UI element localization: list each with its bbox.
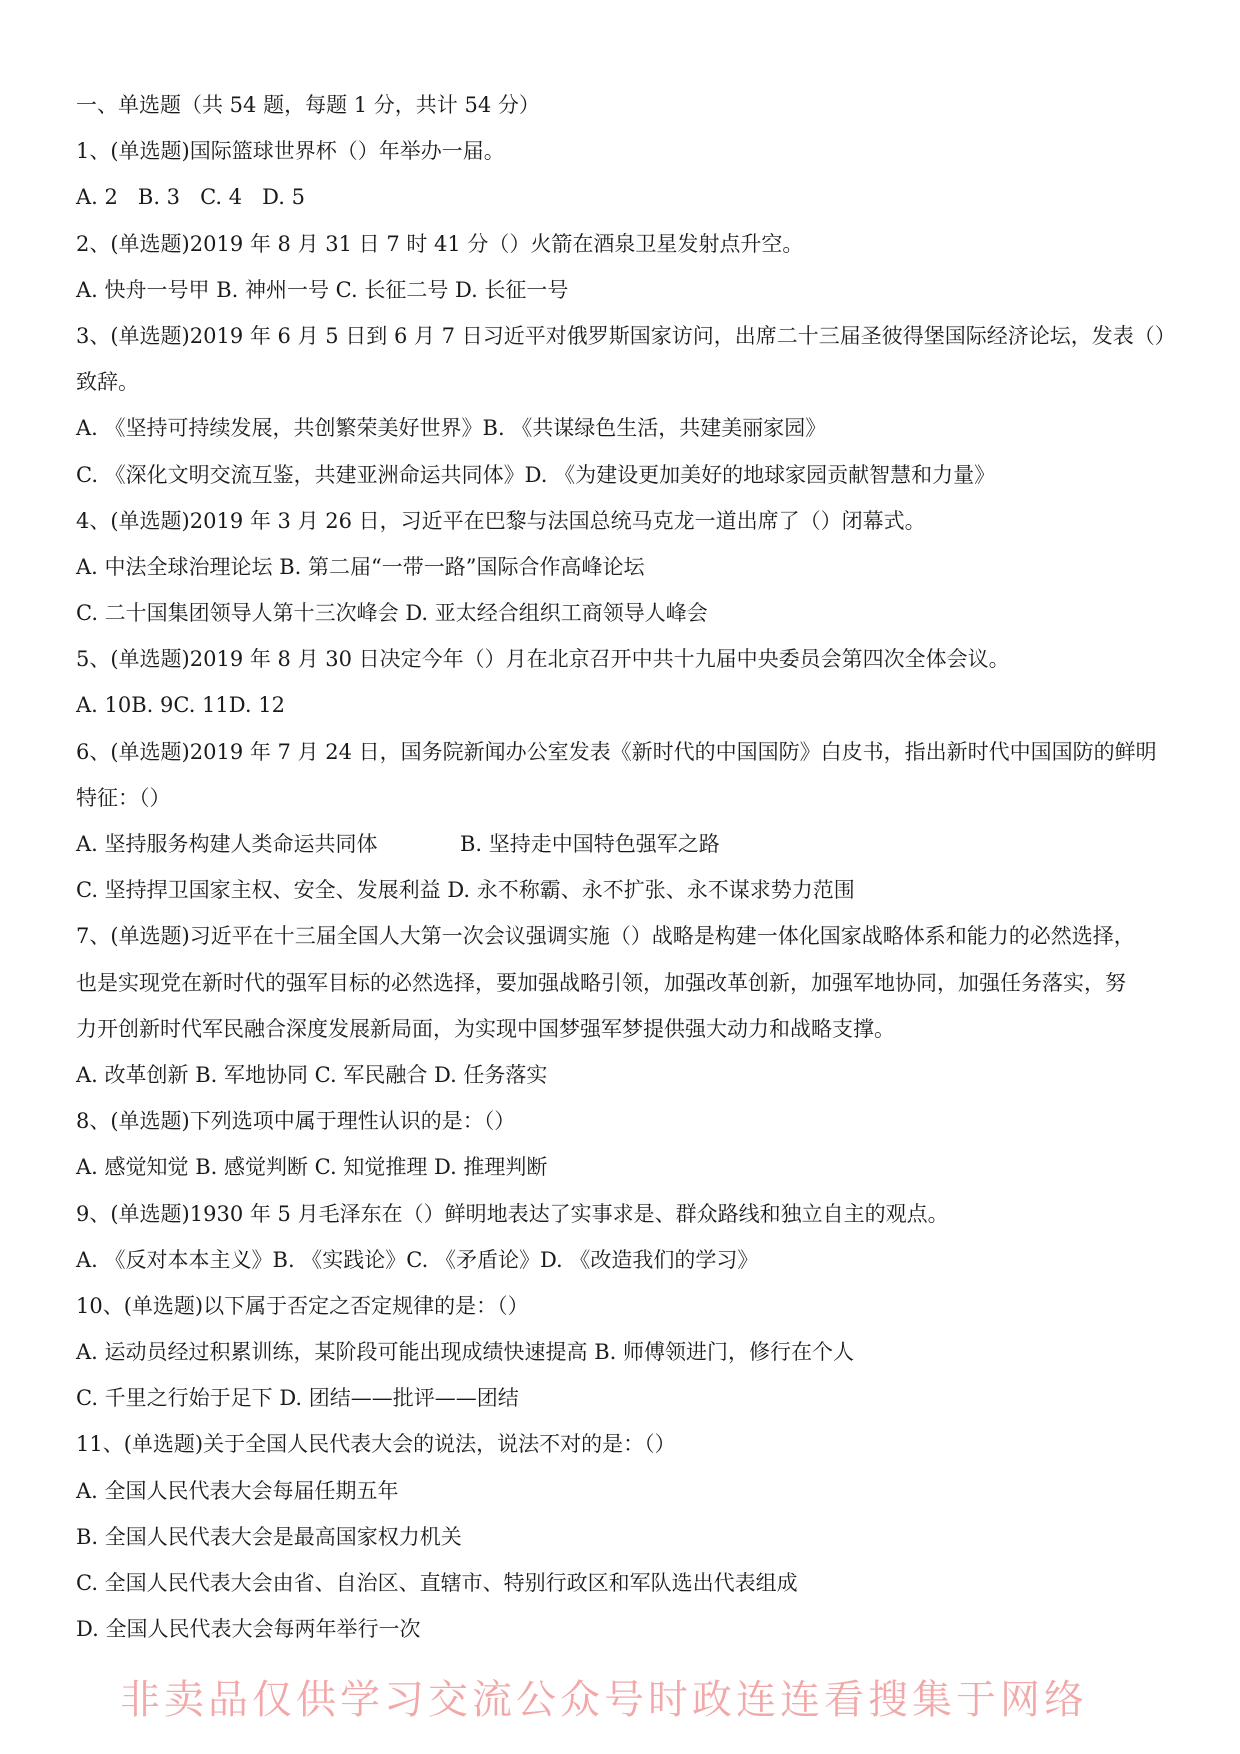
text-line (76, 359, 1220, 405)
text-line (76, 1098, 1220, 1144)
text-line (76, 174, 1220, 220)
exam-document (76, 82, 1220, 1652)
line-text: 2、(单选题)2019 年 8 月 31 日 7 时 41 分（）火箭在酒泉卫星发射点升空。 (76, 231, 804, 256)
line-text: 9、(单选题)1930 年 5 月毛泽东在（）鲜明地表达了实事求是、群众路线和独立自主的观点。 (76, 1201, 949, 1226)
line-text: A. 《反对本本主义》B. 《实践论》C. 《矛盾论》D. 《改造我们的学习》 (76, 1247, 759, 1272)
text-line (76, 405, 1220, 451)
text-line (76, 544, 1220, 590)
line-text: 4、(单选题)2019 年 3 月 26 日，习近平在巴黎与法国总统马克龙一道出席了（）闭幕式。 (76, 508, 926, 533)
line-text: 力开创新时代军民融合深度发展新局面，为实现中国梦强军梦提供强大动力和战略支撑。 (76, 1016, 895, 1041)
line-text: A. 运动员经过积累训练，某阶段可能出现成绩快速提高 B. 师傅领进门，修行在个人 (76, 1340, 854, 1365)
line-text: A. 快舟一号甲 B. 神州一号 C. 长征二号 D. 长征一号 (76, 277, 569, 302)
text-line (76, 267, 1220, 313)
text-line (76, 1052, 1220, 1098)
text-line (76, 775, 1220, 821)
text-line (76, 960, 1220, 1006)
text-line (76, 821, 1220, 867)
line-text: C. 坚持捍卫国家主权、安全、发展利益 D. 永不称霸、永不扩张、永不谋求势力范围 (76, 878, 855, 903)
text-line (76, 1421, 1220, 1467)
text-line (76, 1329, 1220, 1375)
line-text: 3、(单选题)2019 年 6 月 5 日到 6 月 7 日习近平对俄罗斯国家访问，出席二十三届圣彼得堡国际经济论坛，发表（） (76, 323, 1176, 348)
line-text: 5、(单选题)2019 年 8 月 30 日决定今年（）月在北京召开中共十九届中央委员会第四次全体会议。 (76, 647, 1010, 672)
line-text: A. 全国人民代表大会每届任期五年 (76, 1478, 399, 1503)
line-text: 致辞。 (76, 370, 139, 395)
text-line (76, 221, 1220, 267)
line-text: A. 中法全球治理论坛 B. 第二届“一带一路”国际合作高峰论坛 (76, 554, 645, 579)
line-text: A. 感觉知觉 B. 感觉判断 C. 知觉推理 D. 推理判断 (76, 1155, 548, 1180)
text-line (76, 729, 1220, 775)
text-line (76, 867, 1220, 913)
watermark: 非卖品仅供学习交流公众号时政连连看搜集于网络 (120, 1677, 1088, 1723)
option-b-text: B. 坚持走中国特色强军之路 (460, 832, 720, 856)
line-text: C. 二十国集团领导人第十三次峰会 D. 亚太经合组织工商领导人峰会 (76, 601, 708, 626)
line-text: 7、(单选题)习近平在十三届全国人大第一次会议强调实施（）战略是构建一体化国家战略体系和能力的必然选择， (76, 924, 1135, 949)
text-line (76, 1144, 1220, 1190)
line-text: B. 全国人民代表大会是最高国家权力机关 (76, 1524, 462, 1549)
line-text: D. 全国人民代表大会每两年举行一次 (76, 1617, 421, 1642)
line-text: C. 《深化文明交流互鉴，共建亚洲命运共同体》D. 《为建设更加美好的地球家园贡献智慧和力量》 (76, 462, 996, 487)
text-line (76, 82, 1220, 128)
text-line (76, 313, 1220, 359)
text-line (76, 1514, 1220, 1560)
text-line (76, 452, 1220, 498)
text-line (76, 1237, 1220, 1283)
line-text: A. 坚持服务构建人类命运共同体 (76, 832, 378, 856)
text-line (76, 913, 1220, 959)
text-line (76, 590, 1220, 636)
line-text: A. 改革创新 B. 军地协同 C. 军民融合 D. 任务落实 (76, 1062, 548, 1087)
text-line (76, 1006, 1220, 1052)
line-text: 也是实现党在新时代的强军目标的必然选择，要加强战略引领，加强改革创新，加强军地协同，加强任务落实，努 (76, 970, 1126, 995)
line-text: 一、单选题（共 54 题，每题 1 分，共计 54 分） (76, 93, 540, 117)
text-line (76, 636, 1220, 682)
text-line (76, 1606, 1220, 1652)
text-line (76, 498, 1220, 544)
line-text: A. 10B. 9C. 11D. 12 (76, 693, 285, 718)
text-line (76, 128, 1220, 174)
line-text: 特征：（） (76, 785, 171, 810)
line-text: A. 2 B. 3 C. 4 D. 5 (76, 185, 305, 210)
line-text: 6、(单选题)2019 年 7 月 24 日，国务院新闻办公室发表《新时代的中国国防》白皮书，指出新时代中国国防的鲜明 (76, 739, 1157, 764)
line-text: A. 《坚持可持续发展，共创繁荣美好世界》B. 《共谋绿色生活，共建美丽家园》 (76, 416, 827, 441)
line-text: 10、(单选题)以下属于否定之否定规律的是：（） (76, 1293, 529, 1318)
line-text: 1、(单选题)国际篮球世界杯（）年举办一届。 (76, 139, 505, 164)
text-line (76, 1283, 1220, 1329)
text-line (76, 1468, 1220, 1514)
text-line (76, 1375, 1220, 1421)
text-line (76, 682, 1220, 728)
line-text: C. 全国人民代表大会由省、自治区、直辖市、特别行政区和军队选出代表组成 (76, 1571, 798, 1595)
line-text: 8、(单选题)下列选项中属于理性认识的是：（） (76, 1109, 516, 1134)
text-line (76, 1191, 1220, 1237)
text-line (76, 1560, 1220, 1606)
line-text: 11、(单选题)关于全国人民代表大会的说法，说法不对的是：（） (76, 1432, 676, 1457)
line-text: C. 千里之行始于足下 D. 团结——批评——团结 (76, 1386, 519, 1411)
